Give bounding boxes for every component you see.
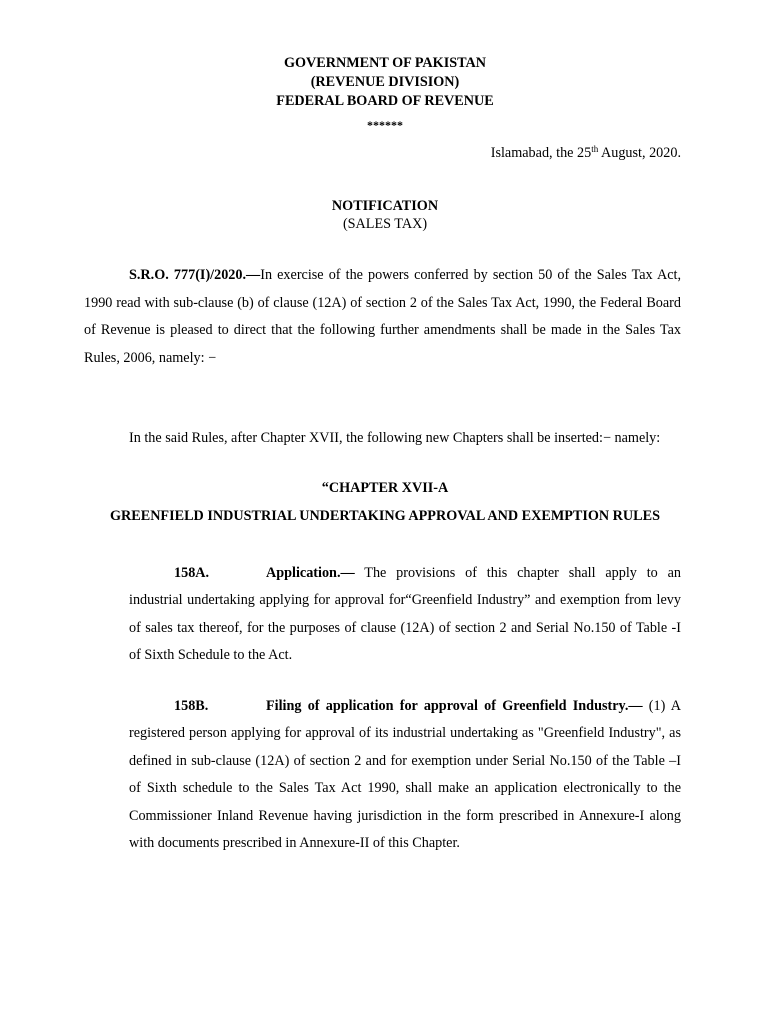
intro-text: In exercise of the powers conferred by section 50 of the Sales Tax Act, 1990 read with sub-clause (b) of clause (12A) of section 2 of the Sales Tax Act, 1990, the Federal Board of Revenue is pleased to direct that the following further amendments shall be made in the Sales Tax Rules, 2006, namely: −	[84, 267, 681, 366]
rule-title: Filing of application for approval of Greenfield Industry.—	[266, 698, 643, 714]
insertion-text: In the said Rules, after Chapter XVII, the following new Chapters shall be inserted:− namely:	[129, 430, 661, 446]
rule-text: The provisions of this chapter shall apply to an industrial undertaking applying for approval for“Greenfield Industry” and exemption from levy of sales tax thereof, for the purposes of clause (12A) of section 2 and Serial No.150 of Table -I of Sixth Schedule to the Act.	[129, 565, 681, 664]
notification-subtitle: (SALES TAX)	[342, 216, 428, 232]
dateline-suffix: August, 2020.	[598, 145, 681, 161]
rule-158a	[129, 560, 681, 670]
government-heading: GOVERNMENT OF PAKISTAN	[283, 55, 487, 71]
dateline-prefix: Islamabad, the 25	[490, 145, 592, 161]
dateline	[491, 145, 681, 162]
insertion-paragraph	[84, 425, 681, 453]
rule-158b	[129, 693, 681, 857]
chapter-title: GREENFIELD INDUSTRIAL UNDERTAKING APPROVAL AND EXEMPTION RULES	[109, 508, 660, 524]
dateline-ordinal: th	[591, 144, 599, 154]
rule-text: (1) A registered person applying for approval of its industrial undertaking as "Greenfield Industry", as defined in sub-clause (12A) of section 2 and for exemption under Serial No.150 of the Table –I of Sixth schedule to the Sales Tax Act 1990, shall make an application electronically to the Commissioner Inland Revenue having jurisdiction in the form prescribed in Annexure-I along with documents prescribed in Annexure-II of this Chapter.	[129, 698, 681, 852]
chapter-heading: “CHAPTER XVII-A	[321, 480, 449, 496]
intro-paragraph	[84, 262, 681, 372]
division-heading: (REVENUE DIVISION)	[310, 74, 460, 90]
notification-title-block	[0, 197, 770, 233]
board-heading: FEDERAL BOARD OF REVENUE	[276, 93, 494, 109]
rule-number: 158A.	[174, 565, 210, 581]
separator-stars: ******	[367, 118, 403, 132]
notification-title: NOTIFICATION	[331, 198, 439, 214]
sro-number: S.R.O. 777(I)/2020.—	[129, 267, 261, 283]
rule-number: 158B.	[174, 698, 209, 714]
letterhead	[0, 54, 770, 111]
rule-title: Application.—	[266, 565, 355, 581]
